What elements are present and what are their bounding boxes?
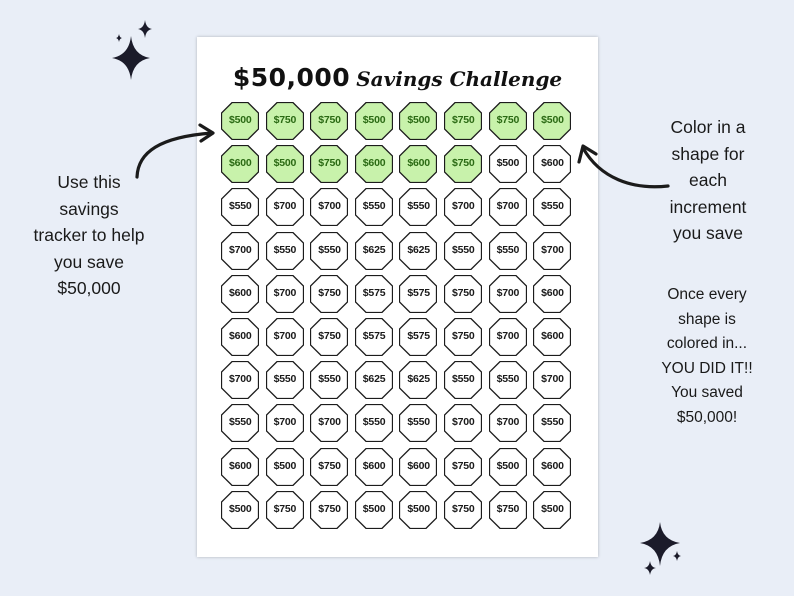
shape-amount: $600	[362, 459, 386, 472]
shape-amount: $600	[229, 286, 252, 299]
shape-amount: $500	[407, 114, 430, 126]
shape-amount: $750	[496, 502, 520, 515]
shape-amount: $750	[318, 157, 341, 170]
shape-amount: $750	[318, 502, 341, 515]
title-text: Savings Challenge	[356, 67, 563, 91]
shape-amount: $750	[451, 286, 475, 299]
shape-amount: $550	[451, 373, 475, 386]
shape-amount: $500	[229, 502, 252, 515]
note-line: you save	[672, 223, 744, 243]
shape-amount: $575	[362, 329, 386, 342]
shape-amount: $750	[318, 459, 341, 472]
note-line: increment	[669, 196, 747, 217]
shape-amount: $550	[318, 243, 341, 256]
shape-amount: $550	[229, 200, 252, 213]
shape-amount: $625	[407, 373, 430, 386]
shape-amount: $700	[273, 200, 297, 213]
shape-amount: $700	[318, 416, 341, 429]
shape-amount: $600	[541, 286, 564, 299]
shape-amount: $700	[541, 243, 564, 256]
shape-amount: $700	[229, 243, 252, 256]
note-line: savings	[59, 198, 119, 219]
shape-amount: $575	[407, 329, 430, 342]
shape-amount: $575	[407, 286, 430, 299]
shape-amount: $625	[362, 373, 386, 386]
shape-amount: $750	[273, 502, 297, 515]
shape-amount: $750	[273, 114, 297, 126]
shape-amount: $500	[407, 502, 430, 515]
shape-amount: $625	[362, 243, 386, 256]
title-amount: $50,000	[232, 63, 351, 92]
note-line: Use this	[57, 172, 121, 192]
shape-amount: $750	[496, 114, 520, 126]
shape-amount: $550	[229, 416, 252, 429]
note-line: Once every	[667, 286, 747, 303]
shape-amount: $700	[451, 416, 475, 429]
shape-amount: $600	[407, 157, 430, 170]
shape-amount: $600	[362, 157, 386, 170]
shape-amount: $550	[273, 243, 297, 256]
shape-amount: $700	[229, 373, 252, 386]
shape-amount: $700	[273, 286, 297, 299]
shape-amount: $600	[541, 157, 564, 170]
shape-amount: $750	[451, 114, 475, 126]
shape-amount: $500	[541, 502, 564, 515]
right-arrow-icon	[579, 146, 668, 187]
shape-amount: $600	[541, 329, 564, 342]
shape-amount: $550	[407, 200, 430, 213]
shape-amount: $750	[318, 329, 341, 342]
shape-amount: $750	[451, 459, 475, 472]
shape-amount: $500	[541, 114, 564, 126]
shape-amount: $550	[541, 416, 564, 429]
shape-amount: $750	[318, 114, 341, 126]
note-line: you save	[53, 251, 125, 272]
shape-amount: $550	[496, 373, 520, 386]
note-line: $50,000!	[676, 408, 738, 426]
shape-amount: $500	[273, 459, 297, 472]
note-line: shape is	[678, 310, 736, 328]
shape-amount: $575	[362, 286, 386, 299]
note-line: shape for	[671, 143, 745, 164]
note-line: colored in...	[666, 335, 748, 352]
shape-amount: $700	[541, 373, 564, 386]
shape-amount: $700	[273, 416, 297, 429]
shape-amount: $500	[362, 114, 386, 126]
note-line: each	[689, 170, 727, 190]
shape-amount: $750	[318, 286, 341, 299]
shape-amount: $700	[318, 200, 341, 213]
shape-amount: $550	[362, 200, 386, 213]
shape-amount: $700	[496, 286, 520, 299]
left-arrow-icon	[137, 125, 213, 177]
shape-amount: $600	[229, 329, 252, 342]
shape-amount: $550	[451, 243, 475, 256]
shape-amount: $700	[273, 329, 297, 342]
shape-amount: $500	[273, 157, 297, 170]
shape-amount: $550	[273, 373, 297, 386]
shape-amount: $550	[318, 373, 341, 386]
shape-amount: $550	[496, 243, 520, 256]
shape-amount: $600	[541, 459, 564, 472]
shape-amount: $500	[229, 114, 252, 126]
shape-amount: $600	[229, 157, 252, 170]
note-line: tracker to help	[33, 225, 145, 245]
shape-amount: $625	[407, 243, 430, 256]
shape-amount: $750	[451, 157, 475, 170]
shape-amount: $500	[496, 157, 520, 170]
shape-amount: $550	[407, 416, 430, 429]
note-line: $50,000	[57, 278, 121, 298]
shape-amount: $700	[496, 329, 520, 342]
shape-amount: $700	[496, 200, 520, 213]
shape-amount: $550	[362, 416, 386, 429]
shape-amount: $600	[407, 459, 430, 472]
note-line: You saved	[671, 384, 743, 401]
shape-amount: $550	[541, 200, 564, 213]
shape-amount: $750	[451, 329, 475, 342]
shape-amount: $600	[229, 459, 252, 472]
shape-amount: $700	[451, 200, 475, 213]
shape-amount: $500	[496, 459, 520, 472]
shape-amount: $750	[451, 502, 475, 515]
shape-amount: $700	[496, 416, 520, 429]
note-line: Color in a	[670, 117, 746, 137]
shape-amount: $500	[362, 502, 386, 515]
note-line: YOU DID IT!!	[661, 359, 753, 377]
